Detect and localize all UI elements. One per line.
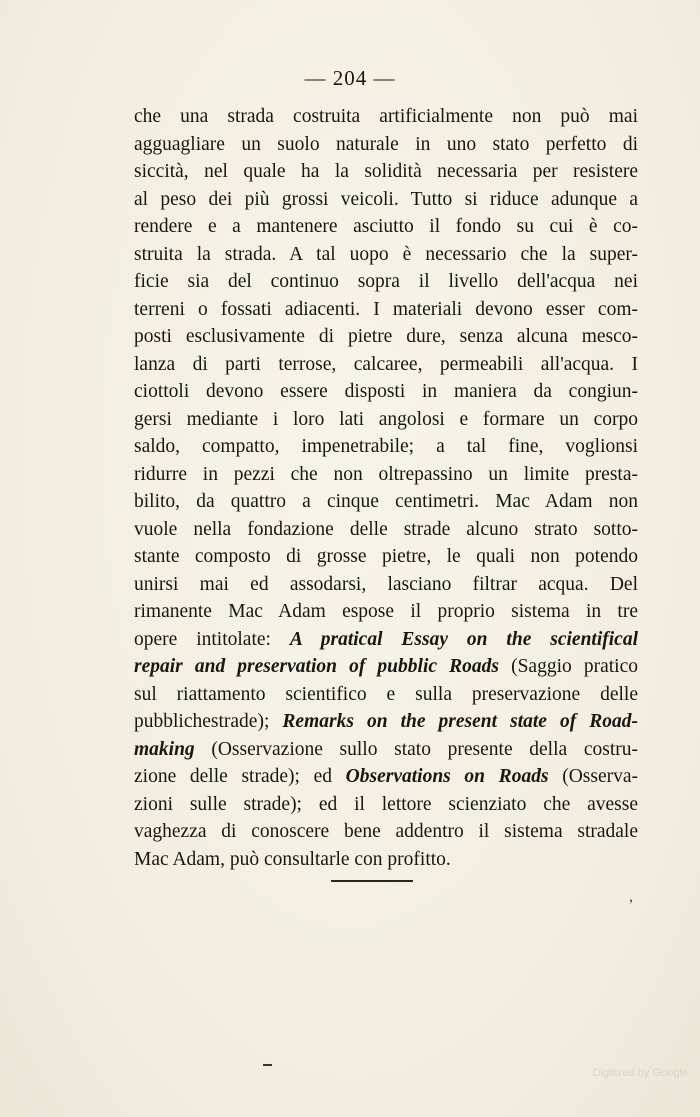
text-segment: struita la strada. A tal uopo è necessario che la super- — [134, 243, 638, 265]
text-segment: Mac Adam, può consultarle con profitto. — [134, 848, 451, 870]
text-segment: bilito, da quattro a cinque centimetri. Mac Adam non — [134, 491, 638, 512]
text-line — [134, 323, 638, 351]
text-line — [134, 653, 638, 681]
text-segment: agguagliare un suolo naturale in uno stato perfetto di — [134, 133, 638, 155]
italic-title: Remarks on the present state of Road- — [282, 711, 639, 732]
italic-title: repair and preservation of pubblic Roads — [134, 656, 499, 677]
text-line — [134, 736, 638, 764]
italic-title: A pratical Essay on the scientifical — [289, 628, 638, 650]
body-paragraph — [134, 103, 638, 873]
watermark: Digitized by Google — [592, 1067, 688, 1079]
text-line — [134, 791, 638, 819]
italic-title: making — [134, 738, 195, 760]
text-segment: opere intitolate: — [134, 628, 290, 650]
text-segment: terreni o fossati adiacenti. I materiali devono esser com- — [134, 298, 638, 320]
text-line — [134, 763, 638, 791]
text-line — [134, 626, 638, 654]
text-segment: (Osservazione sullo stato presente della costru- — [194, 738, 638, 760]
stray-mark: , — [629, 888, 633, 905]
text-line — [134, 378, 638, 406]
page-number: — 204 — — [304, 66, 396, 90]
text-segment: gersi mediante i loro lati angolosi e formare un corpo — [134, 408, 638, 430]
text-segment: (Saggio pratico — [498, 656, 638, 677]
text-segment: che una strada costruita artificialmente non può mai — [134, 106, 638, 127]
text-segment: ridurre in pezzi che non oltrepassino un limite presta- — [134, 463, 638, 485]
text-segment: (Osserva- — [548, 766, 638, 787]
text-line — [134, 488, 638, 516]
text-segment: vuole nella fondazione delle strade alcuno strato sotto- — [134, 518, 638, 540]
text-line — [134, 158, 638, 186]
text-line — [134, 103, 638, 131]
text-segment: zioni sulle strade); ed il lettore scienziato che avesse — [134, 793, 638, 815]
text-line — [134, 241, 638, 269]
text-line — [134, 213, 638, 241]
text-line — [134, 571, 638, 599]
text-segment: stante composto di grosse pietre, le quali non potendo — [134, 546, 638, 567]
text-line — [134, 818, 638, 846]
text-segment: rimanente Mac Adam espose il proprio sistema in tre — [134, 601, 638, 622]
text-segment: saldo, compatto, impenetrabile; a tal fine, voglionsi — [134, 436, 638, 457]
text-segment: ficie sia del continuo sopra il livello dell'acqua nei — [134, 271, 638, 292]
text-line — [134, 708, 638, 736]
text-line — [134, 433, 638, 461]
text-segment: pubblichestrade); — [134, 711, 283, 732]
text-line — [134, 406, 638, 434]
text-segment: posti esclusivamente di pietre dure, senza alcuna mesco- — [134, 326, 638, 347]
italic-title: Observations on Roads — [345, 766, 549, 787]
text-segment: unirsi mai ed assodarsi, lasciano filtrar acqua. Del — [134, 573, 638, 595]
text-line — [134, 461, 638, 489]
text-line — [134, 516, 638, 544]
text-segment: siccità, nel quale ha la solidità necessaria per resistere — [134, 161, 638, 182]
text-line — [134, 846, 638, 874]
text-line — [134, 296, 638, 324]
text-line — [134, 351, 638, 379]
text-segment: zione delle strade); ed — [134, 766, 346, 787]
stray-dash — [263, 1064, 272, 1066]
text-line — [134, 598, 638, 626]
text-segment: rendere e a mantenere asciutto il fondo su cui è co- — [134, 216, 638, 237]
text-line — [134, 543, 638, 571]
text-segment: ciottoli devono essere disposti in maniera da congiun- — [134, 381, 638, 402]
text-line — [134, 268, 638, 296]
text-segment: lanza di parti terrose, calcaree, permeabili all'acqua. I — [134, 353, 638, 375]
text-segment: sul riattamento scientifico e sulla preservazione delle — [134, 683, 638, 705]
text-line — [134, 681, 638, 709]
end-rule — [331, 880, 413, 882]
text-line — [134, 186, 638, 214]
text-segment: vaghezza di conoscere bene addentro il sistema stradale — [134, 821, 638, 842]
text-segment: al peso dei più grossi veicoli. Tutto si riduce adunque a — [134, 188, 638, 210]
text-line — [134, 131, 638, 159]
